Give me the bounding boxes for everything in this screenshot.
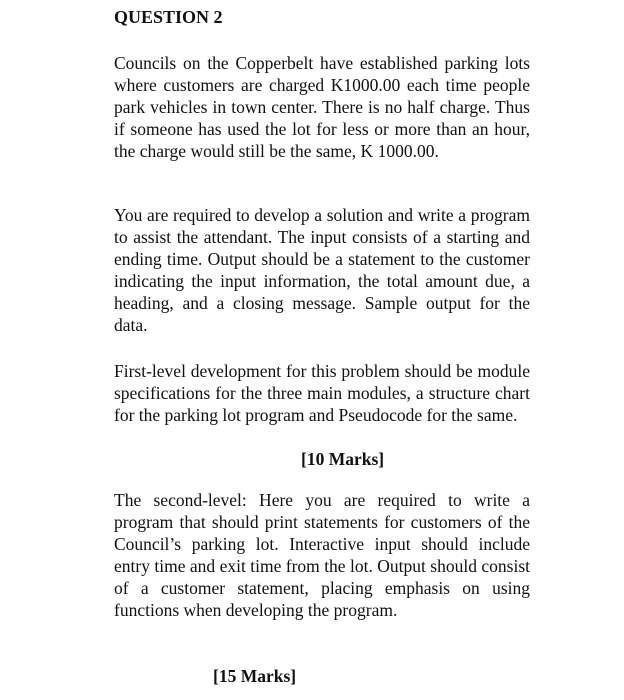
marks-part-one: [10 Marks]	[301, 449, 385, 469]
paragraph-first-level: First-level development for this problem should be module specifications for the three main modules, a structure chart for the parking lot program and Pseudocode for the same.	[114, 361, 530, 425]
marks-part-two: [15 Marks]	[213, 666, 297, 686]
paragraph-second-level: The second-level: Here you are required to write a program that should print statements for customers of the Council’s parking lot. Interactive input should include entry time and exit time from the lot. Output should consist of a customer statement, placing emphasis on using functions when developing the program.	[114, 490, 530, 620]
paragraph-problem-statement: Councils on the Copperbelt have established parking lots where customers are charged K1000.00 each time people park vehicles in town center. There is no half charge. Thus if someone has used the lot for less or more than an hour, the charge would still be the same, K 1000.00.	[114, 53, 530, 161]
paragraph-requirements: You are required to develop a solution and write a program to assist the attendant. The input consists of a starting and ending time. Output should be a statement to the customer indicating the input information, the total amount due, a heading, and a closing message. Sample output for the data.	[114, 205, 530, 335]
question-heading: QUESTION 2	[114, 7, 223, 27]
